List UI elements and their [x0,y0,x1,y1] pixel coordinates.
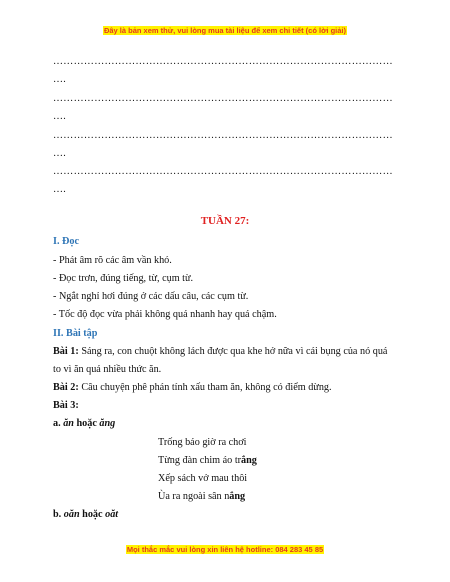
exercise-1-label: Bài 1: [53,346,79,357]
week-title: TUẦN 27: [200,215,250,227]
section-exercise-heading: II. Bài tập [53,328,98,339]
contact-banner-text: Mọi thắc mắc vui lòng xin liên hệ hotline: 084 283 45 85 [126,545,324,554]
exercise-2-label: Bài 2: [53,382,79,393]
poem-line-4 [158,491,245,502]
exercise-2-text: Câu chuyện phê phán tính xấu tham ăn, không có điểm dừng. [78,382,332,393]
answer-line-3: ……………………………………………………………………………………… [53,130,393,141]
part-b-option-1: oăn [63,509,80,520]
section-reading-heading: I. Đọc [53,236,80,247]
answer-line-4-end: …. [53,184,67,195]
poem-line-3-text: Xếp sách vở mau thôi [158,473,248,484]
answer-line-3-end: …. [53,148,67,159]
exercise-1-continued: to vì ăn quá nhiều thức ăn. [53,364,162,375]
exercise-3-part-a [53,418,115,429]
part-a-option-2: ăng [99,418,116,429]
reading-item-4: - Tốc độ đọc vừa phải không quá nhanh hay quá chậm. [53,309,277,320]
answer-line-2: ……………………………………………………………………………………… [53,93,393,104]
poem-line-4-answer: ắng [229,491,246,502]
answer-line-1-end: …. [53,74,67,85]
answer-line-1: ……………………………………………………………………………………… [53,56,393,67]
answer-line-2-end: …. [53,111,67,122]
part-b-connector: hoặc [79,509,106,520]
exercise-3-part-b [53,509,118,520]
exercise-1-text: Sáng ra, con chuột không lách được qua khe hở nữa vì cái bụng của nó quá [78,346,388,357]
part-b-option-2: oăt [105,509,119,520]
exercise-2 [53,382,332,393]
part-a-prefix: a. [53,418,64,429]
reading-item-1: - Phát âm rõ các âm vần khó. [53,255,172,266]
poem-line-2 [158,455,257,466]
exercise-3-label: Bài 3: [53,400,79,411]
reading-item-3: - Ngắt nghỉ hơi đúng ở các dấu câu, các cụm từ. [53,291,249,302]
poem-line-4-text: Ùa ra ngoài sân n [158,491,230,502]
poem-line-2-text: Từng đàn chim áo tr [158,455,242,466]
poem-line-1 [158,437,247,448]
part-a-connector: hoặc [73,418,100,429]
poem-line-2-answer: ắng [241,455,257,466]
preview-banner [0,26,450,35]
poem-line-1-text: Trống báo giờ ra chơi [158,437,247,448]
reading-item-2: - Đọc trơn, đúng tiếng, từ, cụm từ. [53,273,194,284]
answer-line-4: ……………………………………………………………………………………… [53,166,393,177]
preview-banner-text: Đây là bản xem thử, vui lòng mua tài liệu để xem chi tiết (có lời giải) [103,26,347,35]
poem-line-3 [158,473,247,484]
exercise-1 [53,346,387,357]
part-b-prefix: b. [53,509,64,520]
part-a-option-1: ăn [63,418,74,429]
contact-banner [0,545,450,554]
